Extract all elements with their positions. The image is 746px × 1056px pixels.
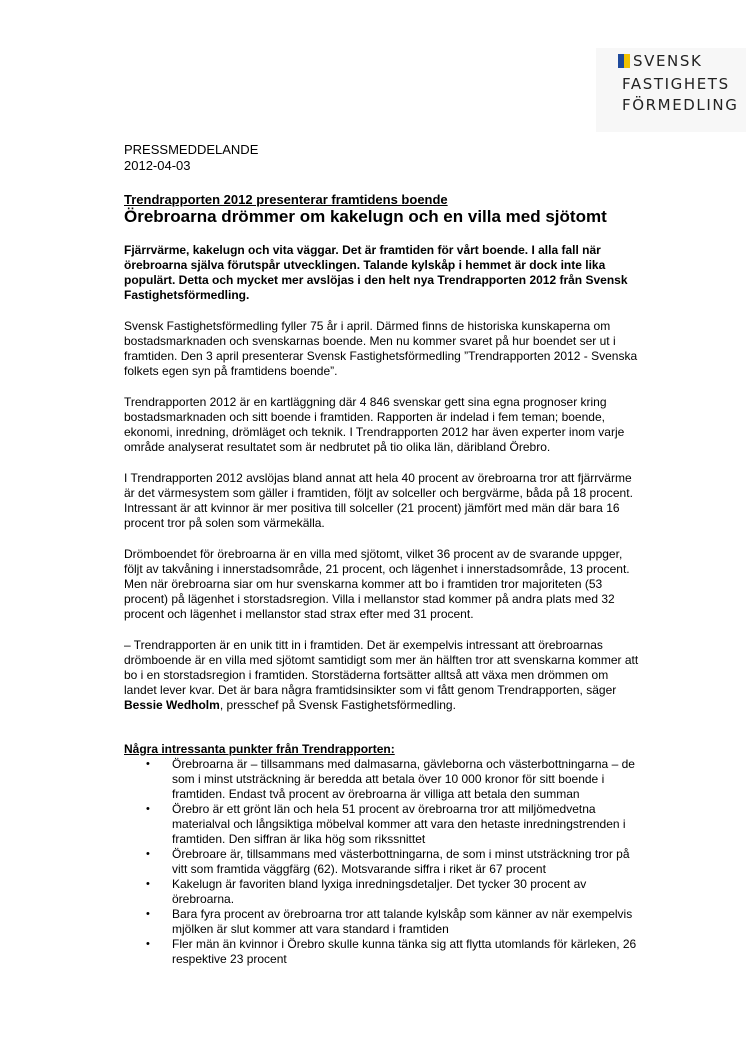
quote-text: – Trendrapporten är en unik titt in i framtiden. Det är exempelvis intressant att örebroarnas drömboende är en villa med sjötomt samtidigt som mer än hälften tror att svenskarna kommer att bo i en storstadsregion i framtiden. Storstäderna fortsätter alltså att växa men drömmen om landet lever kvar. Det är bara några framtidsinsikter som vi fått genom Trendrapporten, säger (124, 638, 639, 697)
document-type: PRESSMEDDELANDE (124, 142, 259, 157)
quote-paragraph (124, 638, 644, 713)
bullet-icon: • (146, 758, 150, 770)
flag-icon (618, 54, 630, 68)
logo-line-1: SVENSK (633, 52, 703, 70)
points-heading: Några intressanta punkter från Trendrapporten: (124, 742, 395, 756)
bullet-icon: • (146, 878, 150, 890)
body-paragraph-3: I Trendrapporten 2012 avslöjas bland annat att hela 40 procent av örebroarna tror att fjärrvärme är det värmesystem som gäller i framtiden, följt av solceller och bergvärme, båda på 18 procent. Intressant är att kvinnor är mer positiva till solceller (21 procent) jämfört med män där bara 16 procent tror på solen som värmekälla. (124, 471, 633, 530)
list-item (124, 877, 644, 907)
flag-yellow-stripe (624, 54, 630, 68)
document-body (124, 142, 644, 967)
company-logo (596, 48, 746, 132)
bullet-icon: • (146, 908, 150, 920)
list-item (124, 907, 644, 937)
body-paragraph-2: Trendrapporten 2012 är en kartläggning där 4 846 svenskar gett sina egna prognoser kring bostadsmarknaden och sitt boende i framtiden. Rapporten är indelad i fem teman; boende, ekonomi, inredning, drömläget och teknik. I Trendrapporten 2012 har även experter inom varje område analyserat resultatet som är nedbrutet på tio olika län, däribland Örebro. (124, 395, 625, 454)
list-item (124, 757, 644, 802)
list-item (124, 802, 644, 847)
bullet-icon: • (146, 848, 150, 860)
logo-line-2: FASTIGHETS (622, 75, 730, 93)
quote-speaker-title: , presschef på Svensk Fastighetsförmedling. (219, 698, 456, 712)
main-headline: Örebroarna drömmer om kakelugn och en villa med sjötomt (124, 207, 607, 226)
list-item (124, 847, 644, 877)
list-item-text: Örebroare är, tillsammans med västerbottningarna, de som i minst utsträckning tror på vitt som framtida väggfärg (62). Motsvarande siffra i riket är 67 procent (172, 847, 630, 876)
bullet-icon: • (146, 803, 150, 815)
logo-line-3: FÖRMEDLING (622, 96, 739, 114)
body-paragraph-4: Drömboendet för örebroarna är en villa med sjötomt, vilket 36 procent av de svarande uppger, följt av takvåning i innerstadsområde, 21 procent, och lägenhet i innerstadsområde, 13 procent. Men när örebroarna siar om hur svenskarna kommer att bo i framtiden tror majoriteten (53 procent) på lägenhet i storstadsregion. Villa i mellanstor stad kommer på andra plats med 32 procent och lägenhet i mellanstor stad strax efter med 31 procent. (124, 547, 630, 621)
list-item (124, 937, 644, 967)
lead-paragraph: Fjärrvärme, kakelugn och vita väggar. Det är framtiden för vårt boende. I alla fall när örebroarna själva förutspår utvecklingen. Talande kylskåp i hemmet är dock inte lika populärt. Detta och mycket mer avslöjas i den helt nya Trendrapporten 2012 från Svensk Fastighetsförmedling. (124, 243, 628, 302)
body-paragraph-1: Svensk Fastighetsförmedling fyller 75 år i april. Därmed finns de historiska kunskaperna om bostadsmarknaden och svenskarnas boende. Men nu kommer svaret på hur boendet ser ut i framtiden. Den 3 april presenterar Svensk Fastighetsförmedling ”Trendrapporten 2012 - Svenska folkets egen syn på framtidens boende”. (124, 319, 638, 378)
list-item-text: Örebro är ett grönt län och hela 51 procent av örebroarna tror att miljömedvetna materialval och långsiktiga möbelval kommer att vara den hetaste inredningstrenden i framtiden. Den siffran är lika hög som rikssnittet (172, 802, 626, 846)
document-date: 2012-04-03 (124, 158, 191, 173)
bullet-icon: • (146, 938, 150, 950)
list-item-text: Örebroarna är – tillsammans med dalmasarna, gävleborna och västerbottningarna – de som i minst utsträckning är beredda att betala över 10 000 kronor för sitt boende i framtiden. Endast två procent av örebroarna är villiga att betala den summan (172, 757, 635, 801)
points-list (124, 757, 644, 967)
list-item-text: Kakelugn är favoriten bland lyxiga inredningsdetaljer. Det tycker 30 procent av örebroarna. (172, 877, 587, 906)
list-item-text: Bara fyra procent av örebroarna tror att talande kylskåp som känner av när exempelvis mjölken är slut kommer att vara standard i framtiden (172, 907, 633, 936)
quote-speaker-name: Bessie Wedholm (124, 698, 220, 712)
kicker-heading: Trendrapporten 2012 presenterar framtidens boende (124, 192, 448, 207)
list-item-text: Fler män än kvinnor i Örebro skulle kunna tänka sig att flytta utomlands för kärleken, 26 respektive 23 procent (172, 937, 637, 966)
